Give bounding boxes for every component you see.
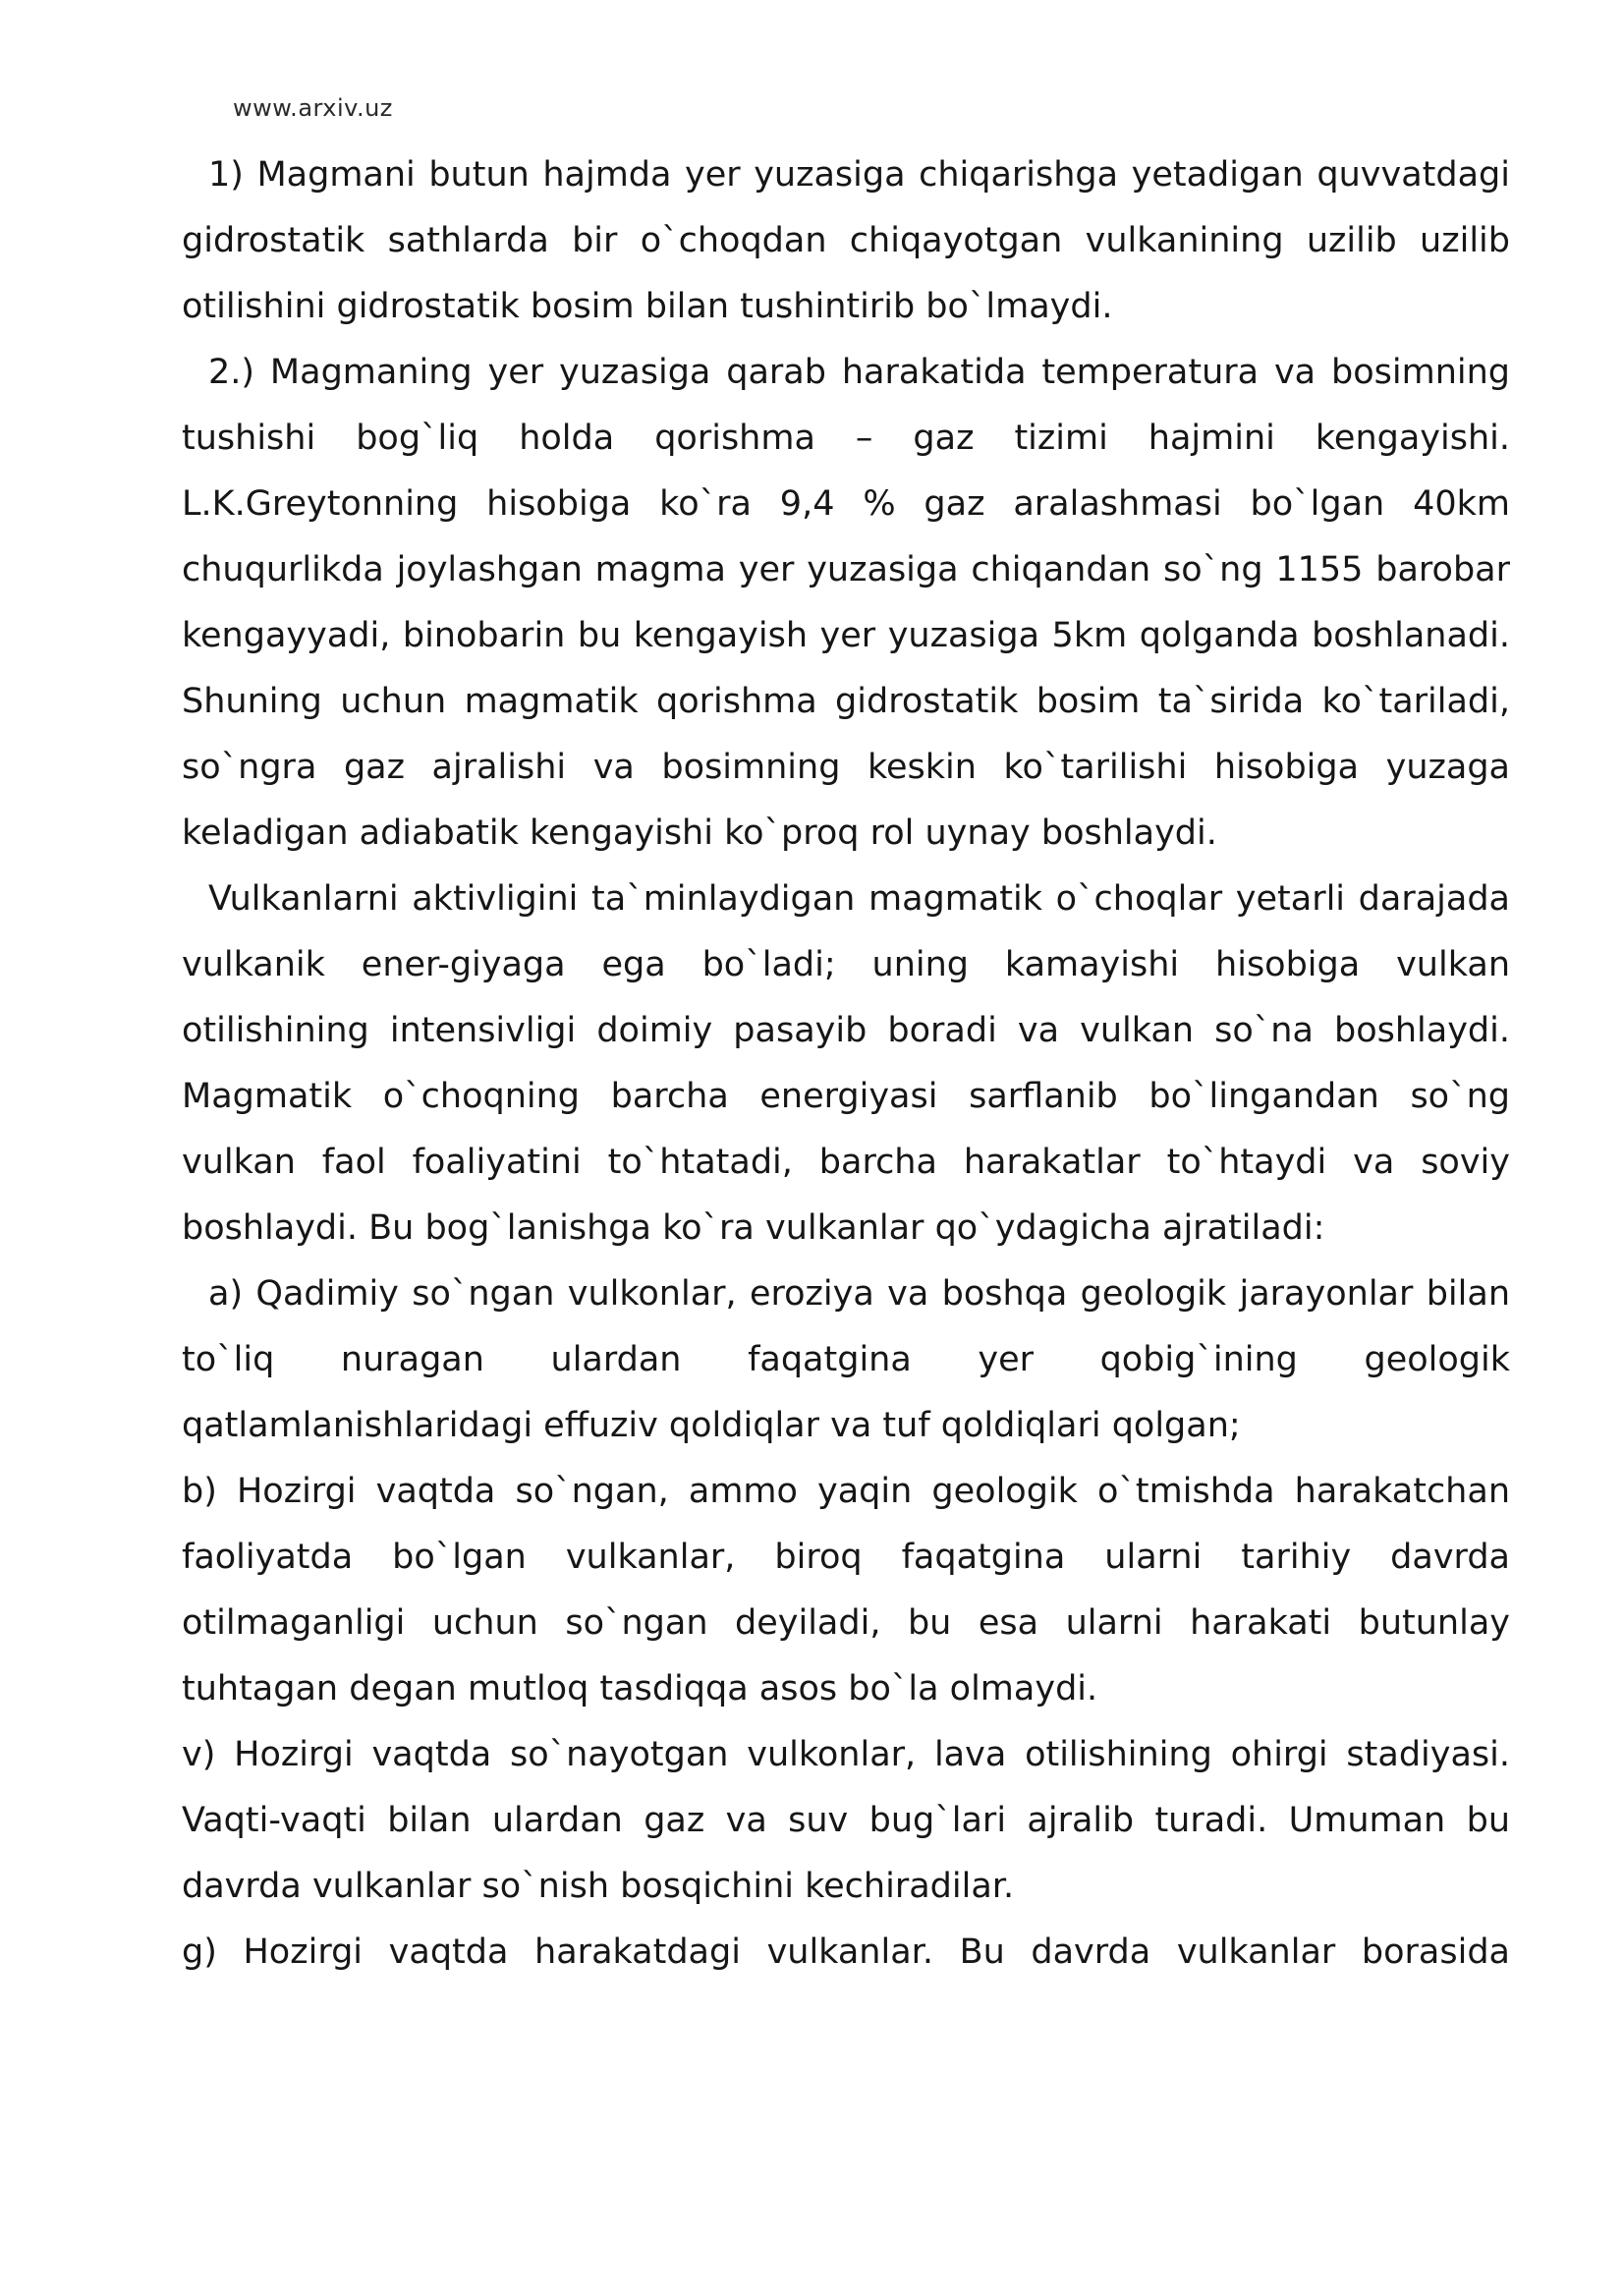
paragraph-item-g: g) Hozirgi vaqtda harakatdagi vulkanlar. Bu davrda vulkanlar borasida — [182, 1932, 1510, 1972]
paragraph-item-b: b) Hozirgi vaqtda so`ngan, ammo yaqin geologik o`tmishda harakatchan faoliyatda bo`lgan vulkanlar, biroq faqatgina ularni tarihiy davrda otilmaganligi uchun so`ngan deyiladi, bu esa ularni harakati butunlay tuhtagan degan mutloq tasdiqqa asos bo`la olmaydi. — [182, 1472, 1510, 1708]
paragraph-point-1: 1) Magmani butun hajmda yer yuzasiga chiqarishga yetadigan quvvatdagi gidrostatik sathlarda bir o`choqdan chiqayotgan vulkanining uzilib uzilib otilishini gidrostatik bosim bilan tushintirib bo`lmaydi. — [182, 155, 1510, 326]
document-body — [182, 142, 1510, 1986]
paragraph-item-v: v) Hozirgi vaqtda so`nayotgan vulkonlar, lava otilishining ohirgi stadiyasi. Vaqti-vaqti bilan ulardan gaz va suv bug`lari ajralib turadi. Umuman bu davrda vulkanlar so`nish bosqichini kechiradilar. — [182, 1735, 1510, 1906]
paragraph-volcano-activity: Vulkanlarni aktivligini ta`minlaydigan magmatik o`choqlar yetarli darajada vulkanik ener-giyaga ega bo`ladi; uning kamayishi hisobiga vulkan otilishining intensivligi doimiy pasayib boradi va vulkan so`na boshlaydi. Magmatik o`choqning barcha energiyasi sarflanib bo`lingandan so`ng vulkan faol foaliyatini to`htatadi, barcha harakatlar to`htaydi va soviy boshlaydi. Bu bog`lanishga ko`ra vulkanlar qo`ydagicha ajratiladi: — [182, 879, 1510, 1248]
paragraph-point-2: 2.) Magmaning yer yuzasiga qarab harakatida temperatura va bosimning tushishi bog`liq holda qorishma – gaz tizimi hajmini kengayishi. L.K.Greytonning hisobiga ko`ra 9,4 % gaz aralashmasi bo`lgan 40km chuqurlikda joylashgan magma yer yuzasiga chiqandan so`ng 1155 barobar kengayyadi, binobarin bu kengayish yer yuzasiga 5km qolganda boshlanadi. Shuning uchun magmatik qorishma gidrostatik bosim ta`sirida ko`tariladi, so`ngra gaz ajralishi va bosimning keskin ko`tarilishi hisobiga yuzaga keladigan adiabatik kengayishi ko`proq rol uynay boshlaydi. — [182, 353, 1510, 853]
site-url: www.arxiv.uz — [233, 94, 393, 122]
paragraph-item-a: a) Qadimiy so`ngan vulkonlar, eroziya va boshqa geologik jarayonlar bilan to`liq nuragan ulardan faqatgina yer qobig`ining geologik qatlamlanishlaridagi effuziv qoldiqlar va tuf qoldiqlari qolgan; — [182, 1274, 1510, 1445]
